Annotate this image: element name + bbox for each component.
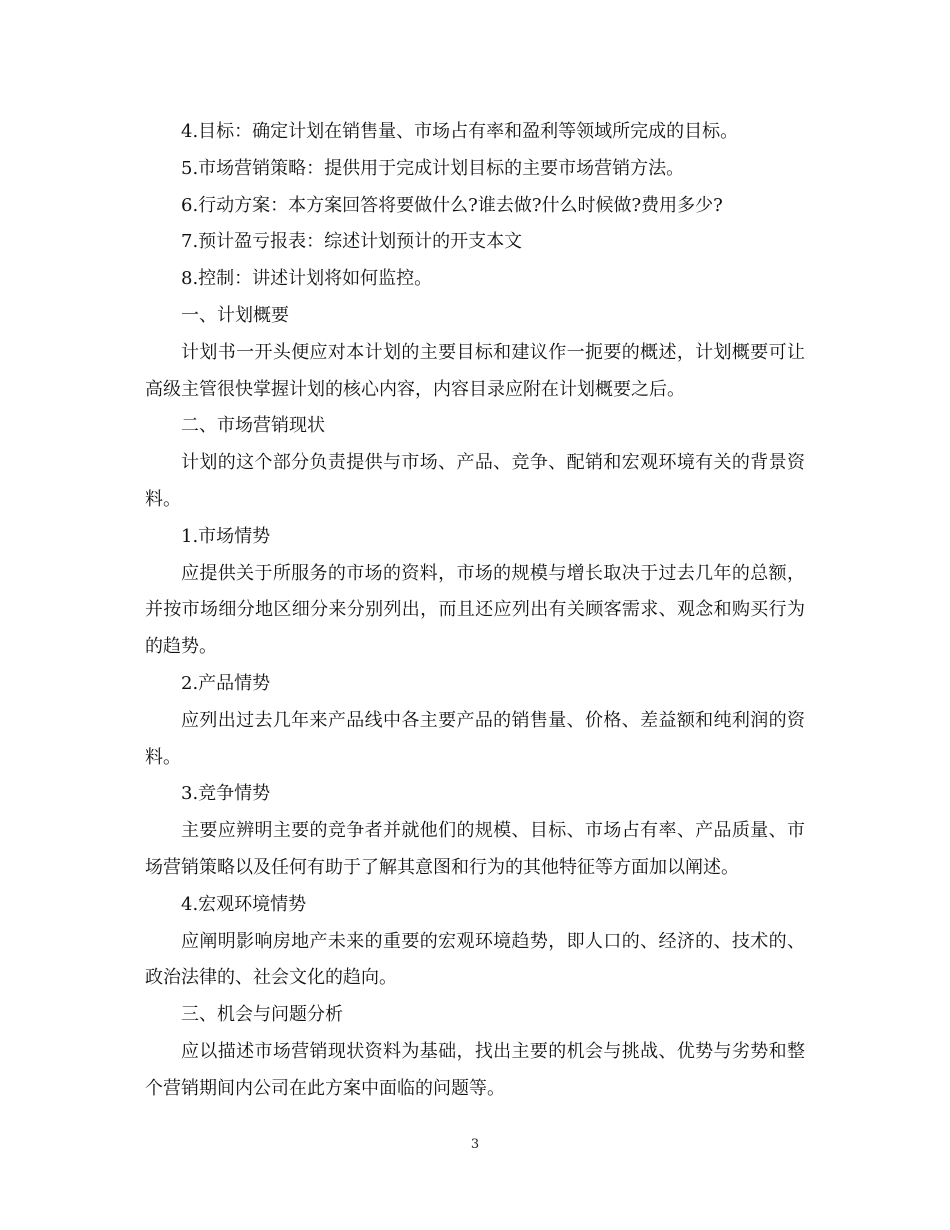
list-item-profit-loss: 7.预计盈亏报表：综述计划预计的开支本文 bbox=[181, 231, 523, 253]
list-item-goals: 4.目标：确定计划在销售量、市场占有率和盈利等领域所完成的目标。 bbox=[181, 121, 739, 142]
paragraph-plan-summary: 计划书一开头便应对本计划的主要目标和建议作一扼要的概述，计划概要可让高级主管很快掌握计划的核心内容，内容目录应附在计划概要之后。 bbox=[145, 341, 805, 400]
paragraph-market-situation: 应提供关于所服务的市场的资料，市场的规模与增长取决于过去几年的总额，并按市场细分地区细分来分别列出，而且还应列出有关顾客需求、观念和购买行为的趋势。 bbox=[145, 562, 805, 658]
section-heading-opportunity-analysis: 三、机会与问题分析 bbox=[181, 1004, 343, 1026]
list-item-control: 8.控制：讲述计划将如何监控。 bbox=[181, 268, 433, 290]
document-body bbox=[145, 114, 805, 1108]
subheading-product-situation: 2.产品情势 bbox=[181, 672, 271, 694]
subheading-macro-environment: 4.宏观环境情势 bbox=[181, 893, 307, 915]
section-heading-marketing-status: 二、市场营销现状 bbox=[181, 415, 325, 437]
paragraph-competition-situation: 主要应辨明主要的竞争者并就他们的规模、目标、市场占有率、产品质量、市场营销策略以及任何有助于了解其意图和行为的其他特征等方面加以阐述。 bbox=[145, 820, 805, 878]
section-heading-plan-summary: 一、计划概要 bbox=[181, 304, 289, 326]
subheading-competition-situation: 3.竞争情势 bbox=[181, 783, 271, 805]
list-item-marketing-strategy: 5.市场营销策略：提供用于完成计划目标的主要市场营销方法。 bbox=[181, 157, 685, 179]
paragraph-opportunity-analysis: 应以描述市场营销现状资料为基础，找出主要的机会与挑战、优势与劣势和整个营销期间内公司在此方案中面临的问题等。 bbox=[145, 1040, 805, 1099]
page-number: 3 bbox=[470, 1137, 480, 1152]
paragraph-macro-environment: 应阐明影响房地产未来的重要的宏观环境趋势，即人口的、经济的、技术的、政治法律的、社会文化的趋向。 bbox=[145, 930, 805, 989]
paragraph-product-situation: 应列出过去几年来产品线中各主要产品的销售量、价格、差益额和纯利润的资料。 bbox=[145, 709, 805, 768]
paragraph-marketing-status: 计划的这个部分负责提供与市场、产品、竞争、配销和宏观环境有关的背景资料。 bbox=[145, 452, 805, 510]
list-item-action-plan: 6.行动方案：本方案回答将要做什么?谁去做?什么时候做?费用多少? bbox=[181, 194, 723, 216]
subheading-market-situation: 1.市场情势 bbox=[181, 525, 271, 547]
